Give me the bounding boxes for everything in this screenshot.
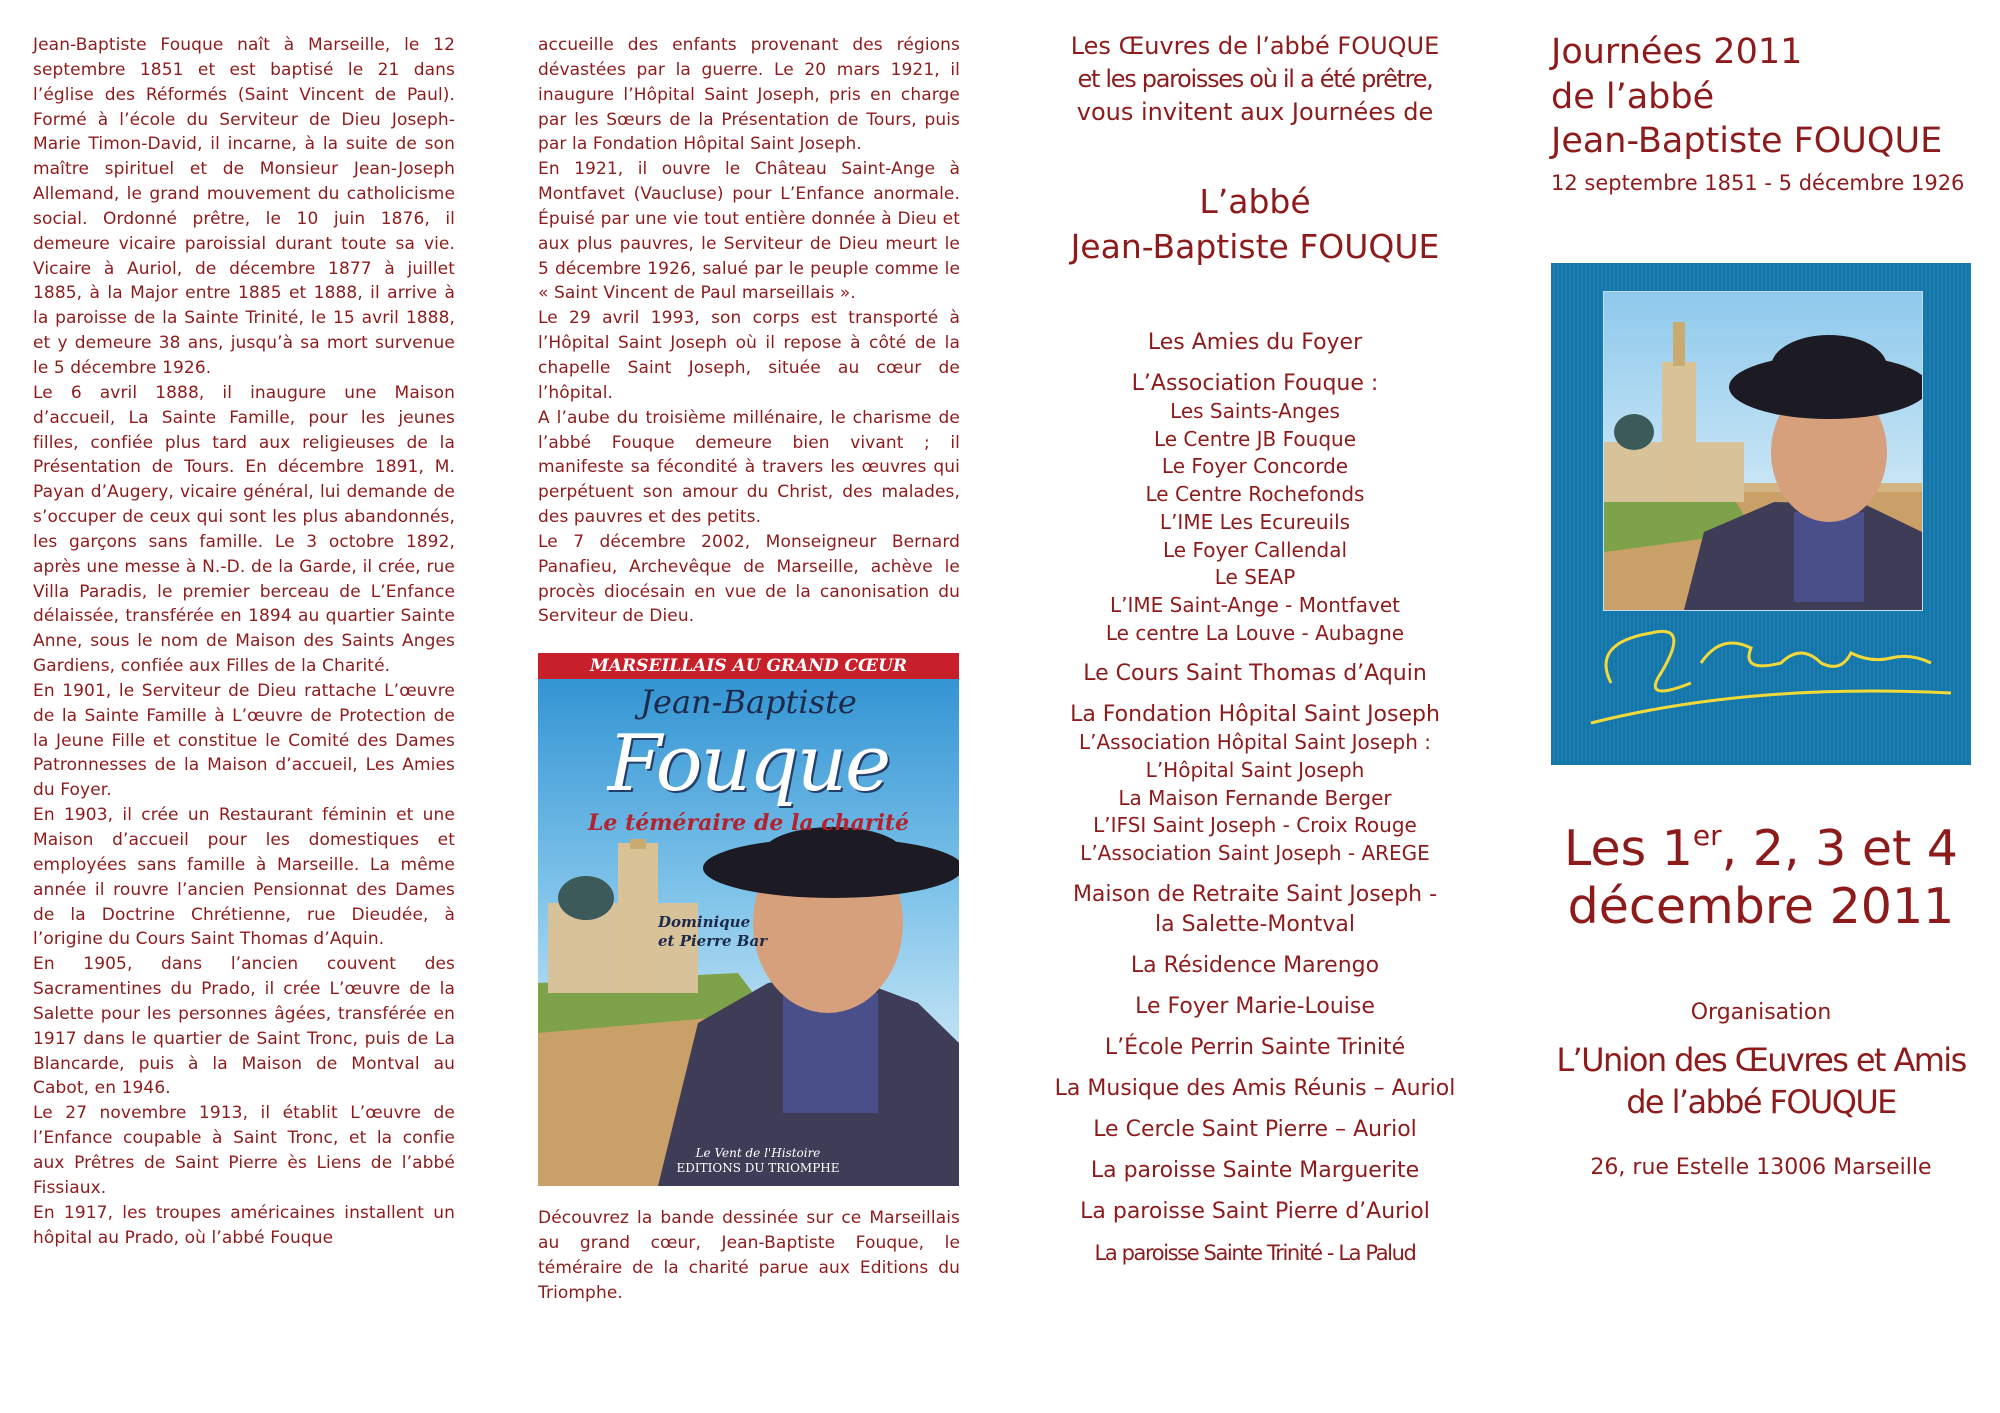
honoree-line: L’abbé bbox=[1199, 182, 1311, 221]
bio-paragraph: A l’aube du troisième millénaire, le charisme de l’abbé Fouque demeure bien vivant ; il manifeste sa fécondité à travers les œuvres qui perpétuent son amour du Christ, des malades, des pauvres et des petits. bbox=[538, 407, 960, 528]
organisation-item: L’IME Les Ecureuils bbox=[1159, 509, 1351, 534]
cover-publisher bbox=[648, 1146, 868, 1176]
bio-text-block bbox=[538, 33, 960, 629]
caption-text: Découvrez la bande dessinée sur ce Marseillais au grand cœur, Jean-Baptiste Fouque, le téméraire de la charité parue aux Editions du Triomphe. bbox=[538, 1208, 960, 1303]
honoree-line: Jean-Baptiste FOUQUE bbox=[1070, 227, 1440, 266]
title-line: de l’abbé bbox=[1551, 76, 1715, 117]
organisation-item: La paroisse Saint Pierre d’Auriol bbox=[1080, 1198, 1430, 1224]
intro-line: et les paroisses où il a été prêtre, bbox=[1077, 65, 1433, 93]
event-line bbox=[1551, 820, 1971, 878]
cover-series-band: MARSEILLAIS AU GRAND CŒUR bbox=[538, 653, 959, 679]
cover-caption bbox=[538, 1206, 960, 1305]
signature-icon bbox=[1551, 263, 1971, 765]
cover-author-line: et Pierre Bar bbox=[658, 932, 768, 951]
bio-paragraph: En 1905, dans l’ancien couvent des Sacramentines du Prado, il crée L’œuvre de la Salette pour les personnes âgées, transférée en 1917 dans le quartier de Saint Tronc, puis de La Blancarde, puis à la Maison de Montval au Cabot, en 1946. bbox=[33, 954, 455, 1099]
invitation-column bbox=[1040, 30, 1470, 1267]
biography-column-1 bbox=[33, 33, 455, 1250]
cover-publisher-name: EDITIONS DU TRIOMPHE bbox=[676, 1161, 840, 1176]
bio-paragraph: En 1921, il ouvre le Château Saint-Ange à Montfavet (Vaucluse) pour L’Enfance anormale. Épuisé par une vie tout entière donnée à Dieu et aux plus pauvres, le Serviteur de Dieu meurt le 5 décembre 1926, salué par le peuple comme le « Saint Vincent de Paul marseillais ». bbox=[538, 159, 960, 304]
organisation-item: Le Cours Saint Thomas d’Aquin bbox=[1083, 661, 1427, 687]
front-cover-column bbox=[1551, 30, 1971, 198]
organisation-item: la Salette-Montval bbox=[1154, 911, 1356, 937]
event-post: , 2, 3 et 4 bbox=[1721, 820, 1958, 877]
cover-author-line: Dominique bbox=[658, 913, 751, 932]
event-pre: Les 1 bbox=[1564, 820, 1693, 877]
comic-book-cover bbox=[538, 653, 959, 1186]
portrait-image bbox=[1551, 263, 1971, 765]
organiser-address: 26, rue Estelle 13006 Marseille bbox=[1590, 1155, 1932, 1180]
organisation-item: Les Amies du Foyer bbox=[1147, 330, 1363, 355]
organisation-item: La Maison Fernande Berger bbox=[1118, 785, 1392, 810]
organisation-item: L’IME Saint-Ange - Montfavet bbox=[1109, 592, 1401, 617]
organisation-item: La Résidence Marengo bbox=[1130, 952, 1380, 978]
cover-title: Fouque bbox=[607, 719, 890, 810]
intro-line: Les Œuvres de l’abbé FOUQUE bbox=[1070, 32, 1440, 60]
title-line: Jean-Baptiste FOUQUE bbox=[1551, 121, 1943, 161]
organisation-item: L’Association Fouque : bbox=[1131, 371, 1379, 396]
organisation-item: Le SEAP bbox=[1214, 565, 1296, 590]
bio-paragraph: accueille des enfants provenant des régions dévastées par la guerre. Le 20 mars 1921, il inaugure l’Hôpital Saint Joseph, pris en charge par les Sœurs de la Présentation de Tours, puis par la Fondation Hôpital Saint Joseph. bbox=[538, 35, 960, 155]
brochure-title bbox=[1551, 30, 1971, 164]
organiser-name-line: L’Union des Œuvres et Amis bbox=[1556, 1041, 1966, 1079]
bio-paragraph: Le 27 novembre 1913, il établit L’œuvre de l’Enfance coupable à Saint Tronc, et la confie aux Prêtres de Saint Pierre ès Liens de l’abbé Fissiaux. bbox=[33, 1103, 455, 1198]
cover-collection: Le Vent de l'Histoire bbox=[695, 1146, 821, 1161]
organisation-item: Les Saints-Anges bbox=[1170, 399, 1340, 423]
organisation-item: L’Hôpital Saint Joseph bbox=[1145, 758, 1365, 783]
organisation-item: L’Association Saint Joseph - AREGE bbox=[1080, 841, 1430, 866]
organisation-item: Le Centre JB Fouque bbox=[1153, 426, 1357, 451]
organisation-item: Le Centre Rochefonds bbox=[1145, 482, 1365, 507]
invitation-intro bbox=[1040, 30, 1470, 129]
event-sup: er bbox=[1692, 819, 1722, 852]
bio-paragraph: Le 6 avril 1888, il inaugure une Maison d’accueil, La Sainte Famille, pour les jeunes filles, confiée plus tard aux religieuses de la Présentation de Tours. En décembre 1891, M. Payan d’Augery, vicaire général, lui demande de s’occuper de ceux qui sont les plus abandonnés, les garçons sans famille. Le 3 octobre 1892, après une messe à N.-D. de la Garde, il crée, rue Villa Paradis, le premier berceau de L’Enfance délaissée, transférée en 1894 au quartier Sainte Anne, sous le nom de Maison des Saints Anges Gardiens, confiée aux Filles de la Charité. bbox=[33, 382, 455, 677]
organisation-item: La Musique des Amis Réunis – Auriol bbox=[1054, 1075, 1456, 1101]
organisation-item: Le Foyer Marie-Louise bbox=[1135, 993, 1375, 1019]
event-dates bbox=[1551, 820, 1971, 936]
bio-paragraph: En 1917, les troupes américaines installent un hôpital au Prado, où l’abbé Fouque bbox=[33, 1202, 455, 1248]
organiser-name bbox=[1551, 1039, 1971, 1123]
organisation-item: La Fondation Hôpital Saint Joseph bbox=[1070, 702, 1440, 728]
organisation-item: L’École Perrin Sainte Trinité bbox=[1104, 1034, 1406, 1060]
bio-paragraph: En 1903, il crée un Restaurant féminin et une Maison d’accueil pour les domestiques et employées sans famille à Marseille. La même année il rouvre l’ancien Pensionnat des Dames de la Doctrine Chrétienne, rue Dieudée, à l’origine du Cours Saint Thomas d’Aquin. bbox=[33, 805, 455, 950]
cover-first-name: Jean-Baptiste bbox=[640, 683, 857, 722]
cover-authors bbox=[658, 913, 767, 951]
intro-line: vous invitent aux Journées de bbox=[1076, 98, 1434, 126]
organisation-item: Le Foyer Concorde bbox=[1161, 454, 1349, 479]
honoree-heading bbox=[1040, 179, 1470, 269]
bio-paragraph: En 1901, le Serviteur de Dieu rattache L’œuvre de la Sainte Famille à L’œuvre de Protection de la Jeune Fille et constitue le Comité des Dames Patronnesses de la Maison d’accueil, Les Amies du Foyer. bbox=[33, 680, 455, 801]
organiser-label: Organisation bbox=[1690, 1000, 1832, 1025]
organisation-item: La paroisse Sainte Marguerite bbox=[1090, 1157, 1420, 1183]
organiser-block bbox=[1551, 997, 1971, 1183]
bio-paragraph: Le 7 décembre 2002, Monseigneur Bernard Panafieu, Archevêque de Marseille, achève le procès diocésain en vue de la canonisation du Serviteur de Dieu. bbox=[538, 531, 960, 627]
organisation-item: L’IFSI Saint Joseph - Croix Rouge bbox=[1093, 813, 1417, 838]
organisation-item: La paroisse Sainte Trinité - La Palud bbox=[1094, 1240, 1416, 1265]
organisations-list bbox=[1040, 329, 1470, 1267]
event-line: décembre 2011 bbox=[1567, 878, 1955, 935]
bio-paragraph: Le 29 avril 1993, son corps est transporté à l’Hôpital Saint Joseph où il repose à côté de la chapelle Saint Joseph, située au cœur de l’hôpital. bbox=[538, 308, 960, 403]
organisation-item: Le centre La Louve - Aubagne bbox=[1105, 620, 1405, 645]
life-dates: 12 septembre 1851 - 5 décembre 1926 bbox=[1551, 170, 1965, 195]
organisation-item: Le Cercle Saint Pierre – Auriol bbox=[1093, 1116, 1417, 1142]
biography-column-2 bbox=[538, 33, 960, 1306]
organisation-item: Maison de Retraite Saint Joseph - bbox=[1072, 881, 1438, 907]
bio-paragraph: Jean-Baptiste Fouque naît à Marseille, le 12 septembre 1851 et est baptisé le 21 dans l’église des Réformés (Saint Vincent de Paul). Formé à l’école du Serviteur de Dieu Joseph-Marie Timon-David, il incarne, à la suite de son maître spirituel et de Monsieur Jean-Joseph Allemand, le grand mouvement du catholicisme social. Ordonné prêtre, le 10 juin 1876, il demeure vicaire paroissial durant toute sa vie. Vicaire à Auriol, de décembre 1877 à juillet 1885, à la Major entre 1885 et 1888, il arrive à la paroisse de la Sainte Trinité, le 15 avril 1888, et y demeure 38 ans, jusqu’à sa mort survenue le 5 décembre 1926. bbox=[33, 35, 455, 378]
organiser-name-line: de l’abbé FOUQUE bbox=[1626, 1083, 1896, 1121]
title-line: Journées 2011 bbox=[1551, 32, 1803, 72]
organisation-item: Le Foyer Callendal bbox=[1162, 537, 1348, 562]
cover-subtitle: Le téméraire de la charité bbox=[587, 810, 910, 837]
organisation-item: L’Association Hôpital Saint Joseph : bbox=[1079, 730, 1431, 755]
